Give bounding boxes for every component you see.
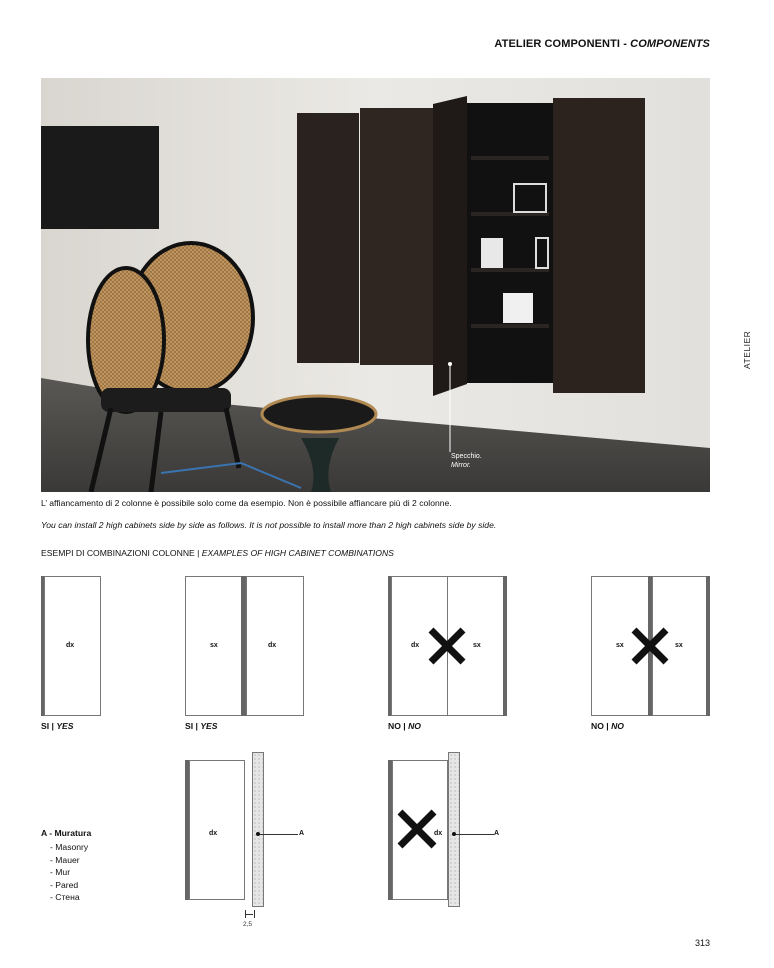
section-title-it: ESEMPI DI COMBINAZIONI COLONNE | (41, 548, 202, 558)
example-verdict: NO | NO (591, 721, 624, 731)
example-verdict: SI | YES (41, 721, 74, 731)
legend-list (50, 841, 88, 904)
cabinet-side-bar (503, 576, 507, 716)
header-title: ATELIER COMPONENTI - (494, 38, 631, 50)
header-title-en: COMPONENTS (630, 38, 710, 50)
cabinet-label: dx (434, 830, 443, 837)
cabinet-side-bar (706, 576, 710, 716)
mirror-callout (451, 452, 482, 470)
callout-en: Mirror. (451, 462, 471, 469)
side-label: ATELIER (742, 330, 752, 370)
legend-item: - Mur (50, 867, 71, 878)
product-photo (41, 78, 710, 492)
cabinet-label: dx (268, 642, 277, 649)
x-mark-icon (396, 808, 438, 850)
section-title (41, 548, 394, 558)
x-mark-icon (427, 626, 467, 666)
page-header (494, 38, 710, 50)
cabinet-label: sx (210, 642, 218, 649)
section-title-en: EXAMPLES OF HIGH CABINET COMBINATIONS (201, 548, 394, 558)
example-verdict: NO | NO (388, 721, 421, 731)
legend-item: - Стена (50, 892, 80, 903)
example-verdict: SI | YES (185, 721, 218, 731)
page-number: 313 (695, 938, 711, 948)
callout-it: Specchio. (451, 453, 482, 460)
cabinet-label: sx (675, 642, 683, 649)
cabinet-label: sx (473, 642, 481, 649)
marker-line (454, 834, 494, 835)
legend-item: - Mauer (50, 854, 80, 865)
cabinet-label: dx (209, 830, 218, 837)
legend-item: - Masonry (50, 842, 89, 852)
marker-dot (452, 832, 456, 836)
legend-title: A - Muratura (41, 828, 92, 838)
paragraph-english: You can install 2 high cabinets side by side as follows. It is not possible to install more than 2 high cabinets side by side. (41, 520, 497, 530)
marker-label: A (299, 830, 305, 837)
cabinet-label: dx (411, 642, 420, 649)
photo-illustration (41, 78, 710, 492)
x-mark-icon (630, 626, 670, 666)
marker-dot (256, 832, 260, 836)
marker-label: A (494, 830, 500, 837)
masonry-wall (252, 752, 264, 907)
legend-item: - Pared (50, 879, 79, 890)
masonry-wall (448, 752, 460, 907)
marker-line (258, 834, 298, 835)
dimension-value: 2,5 (243, 921, 253, 928)
paragraph-italian: L’ affiancamento di 2 colonne è possibile solo come da esempio. Non è possibile affiancare più di 2 colonne. (41, 498, 452, 508)
dimension-line (245, 914, 253, 915)
cabinet-label: sx (616, 642, 624, 649)
cabinet-label: dx (66, 642, 75, 649)
